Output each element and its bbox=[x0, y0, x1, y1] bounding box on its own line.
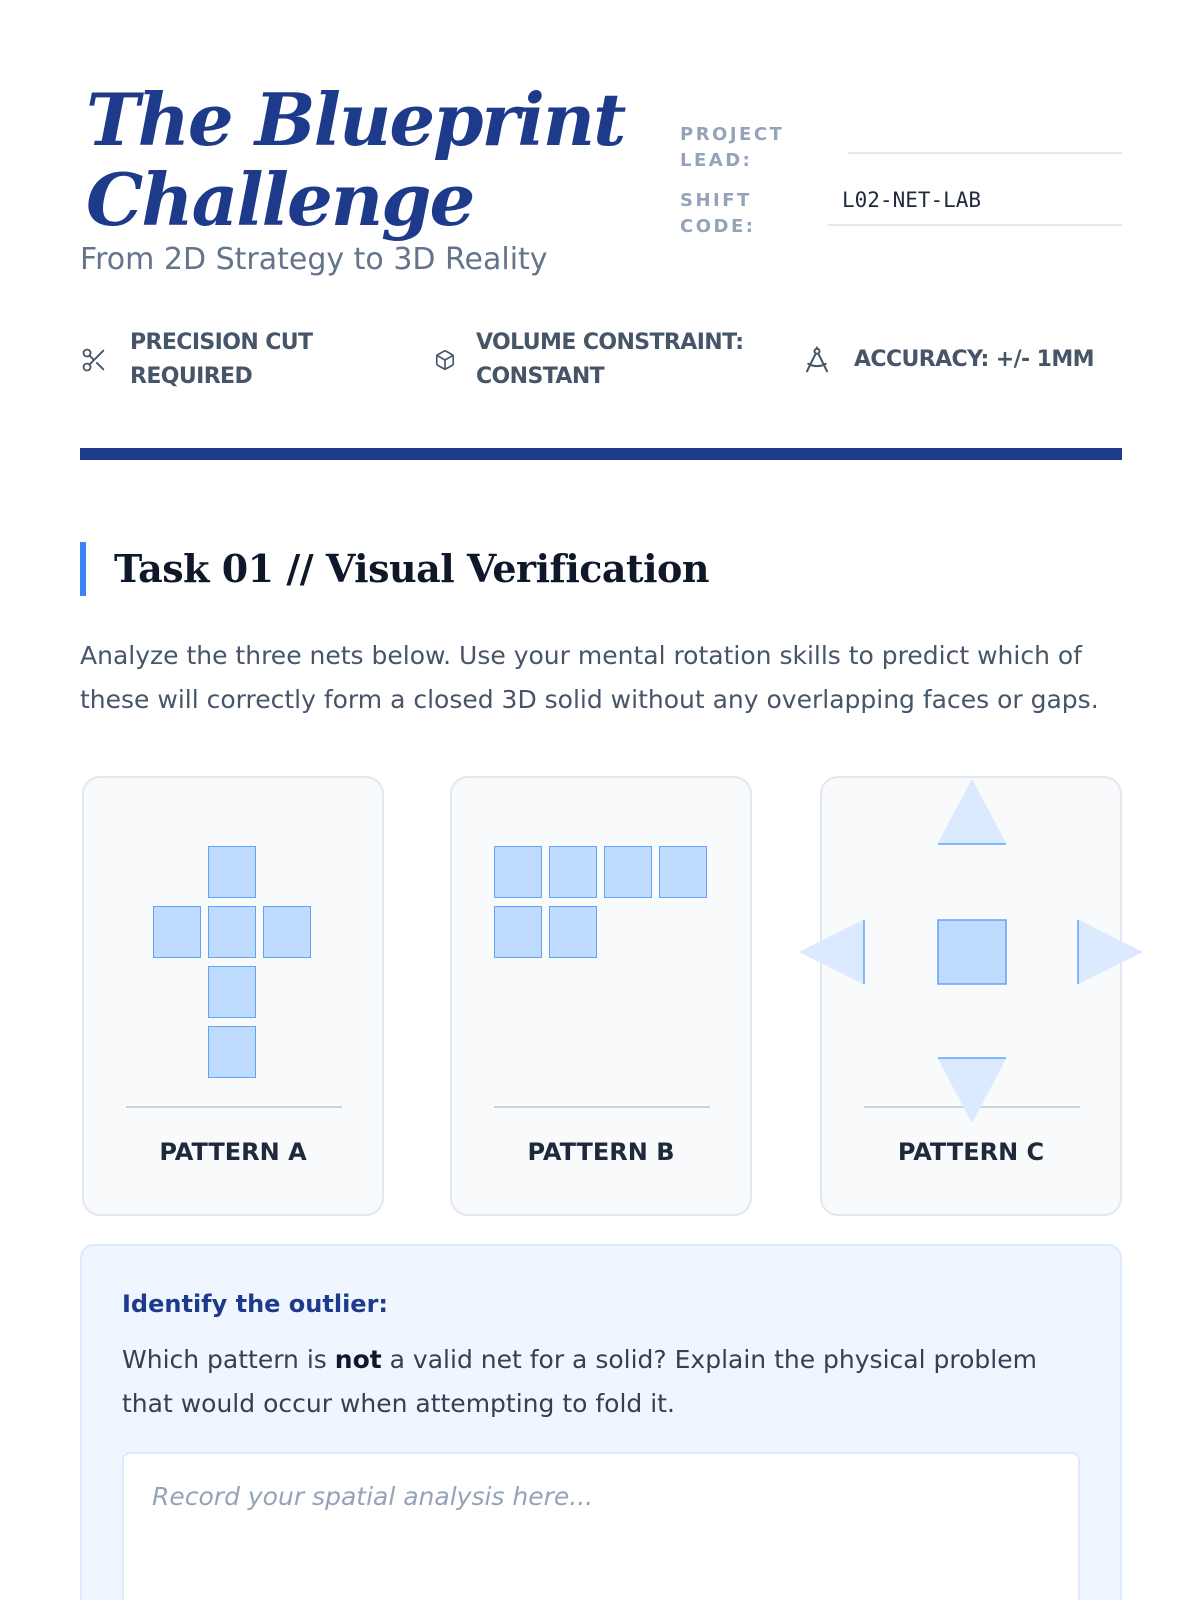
title-line-2: Challenge bbox=[86, 157, 474, 242]
header-divider bbox=[80, 448, 1122, 460]
net-face bbox=[208, 1026, 256, 1078]
shift-code-field[interactable]: L02-NET-LAB bbox=[828, 188, 1122, 226]
question-emphasis: not bbox=[334, 1345, 382, 1374]
net-face bbox=[604, 846, 652, 898]
shift-code-label: SHIFT CODE: bbox=[680, 190, 756, 237]
net-face bbox=[549, 906, 597, 958]
question-text-start: Which pattern is bbox=[122, 1345, 335, 1374]
task-heading bbox=[80, 542, 709, 596]
pattern-b-label: PATTERN B bbox=[527, 1138, 675, 1166]
spec-accuracy bbox=[802, 326, 1094, 394]
question-text-end: a valid net for a solid? Explain the physical problem that would occur when attempting to fold it. bbox=[122, 1345, 1037, 1418]
project-lead-label: PROJECT LEAD: bbox=[680, 124, 785, 171]
net-triangle-left bbox=[800, 920, 864, 984]
net-face bbox=[494, 846, 542, 898]
pattern-c-net bbox=[796, 776, 1146, 1136]
worksheet-header bbox=[80, 77, 1122, 300]
net-square-base bbox=[938, 920, 1006, 984]
task-title: Task 01 // Visual Verification bbox=[114, 546, 710, 591]
spec-text: PRECISION CUT REQUIRED bbox=[130, 330, 313, 389]
title-block bbox=[80, 77, 640, 277]
question-body bbox=[122, 1338, 1082, 1426]
net-face bbox=[549, 846, 597, 898]
spec-text: VOLUME CONSTRAINT: CONSTANT bbox=[476, 330, 744, 389]
net-face bbox=[494, 906, 542, 958]
compass-icon bbox=[802, 345, 832, 375]
pattern-a-card[interactable] bbox=[82, 776, 384, 1216]
net-triangle-top bbox=[938, 780, 1006, 844]
spec-volume-constraint bbox=[434, 326, 766, 394]
net-face bbox=[659, 846, 707, 898]
page-subtitle: From 2D Strategy to 3D Reality bbox=[80, 242, 548, 277]
title-line-1: The Blueprint bbox=[86, 77, 625, 162]
task-description: Analyze the three nets below. Use your mental rotation skills to predict which of these will correctly form a closed 3D solid without any overlapping faces or gaps. bbox=[80, 641, 1099, 714]
pattern-c-label: PATTERN C bbox=[897, 1138, 1045, 1166]
scissors-icon bbox=[80, 346, 108, 374]
net-face bbox=[153, 906, 201, 958]
meta-fields bbox=[680, 122, 1122, 254]
shift-code-row bbox=[680, 188, 1122, 254]
question-heading: Identify the outlier: bbox=[122, 1290, 389, 1318]
pattern-b-card[interactable] bbox=[450, 776, 752, 1216]
project-lead-row bbox=[680, 122, 1122, 188]
net-face bbox=[263, 906, 311, 958]
spec-text: ACCURACY: +/- 1MM bbox=[854, 347, 1094, 372]
net-triangle-right bbox=[1078, 920, 1142, 984]
answer-textarea[interactable] bbox=[122, 1452, 1080, 1600]
project-lead-field[interactable] bbox=[848, 120, 1122, 154]
card-divider bbox=[494, 1106, 710, 1108]
cube-icon bbox=[434, 349, 456, 371]
net-face bbox=[208, 906, 256, 958]
net-triangle-bottom bbox=[938, 1058, 1006, 1122]
spec-precision-cut bbox=[80, 326, 350, 394]
pattern-a-label: PATTERN A bbox=[159, 1138, 307, 1166]
net-face bbox=[208, 846, 256, 898]
net-face bbox=[208, 966, 256, 1018]
card-divider bbox=[126, 1106, 342, 1108]
spec-bar bbox=[80, 326, 1122, 396]
question-panel bbox=[80, 1244, 1122, 1600]
page-title bbox=[86, 77, 640, 242]
